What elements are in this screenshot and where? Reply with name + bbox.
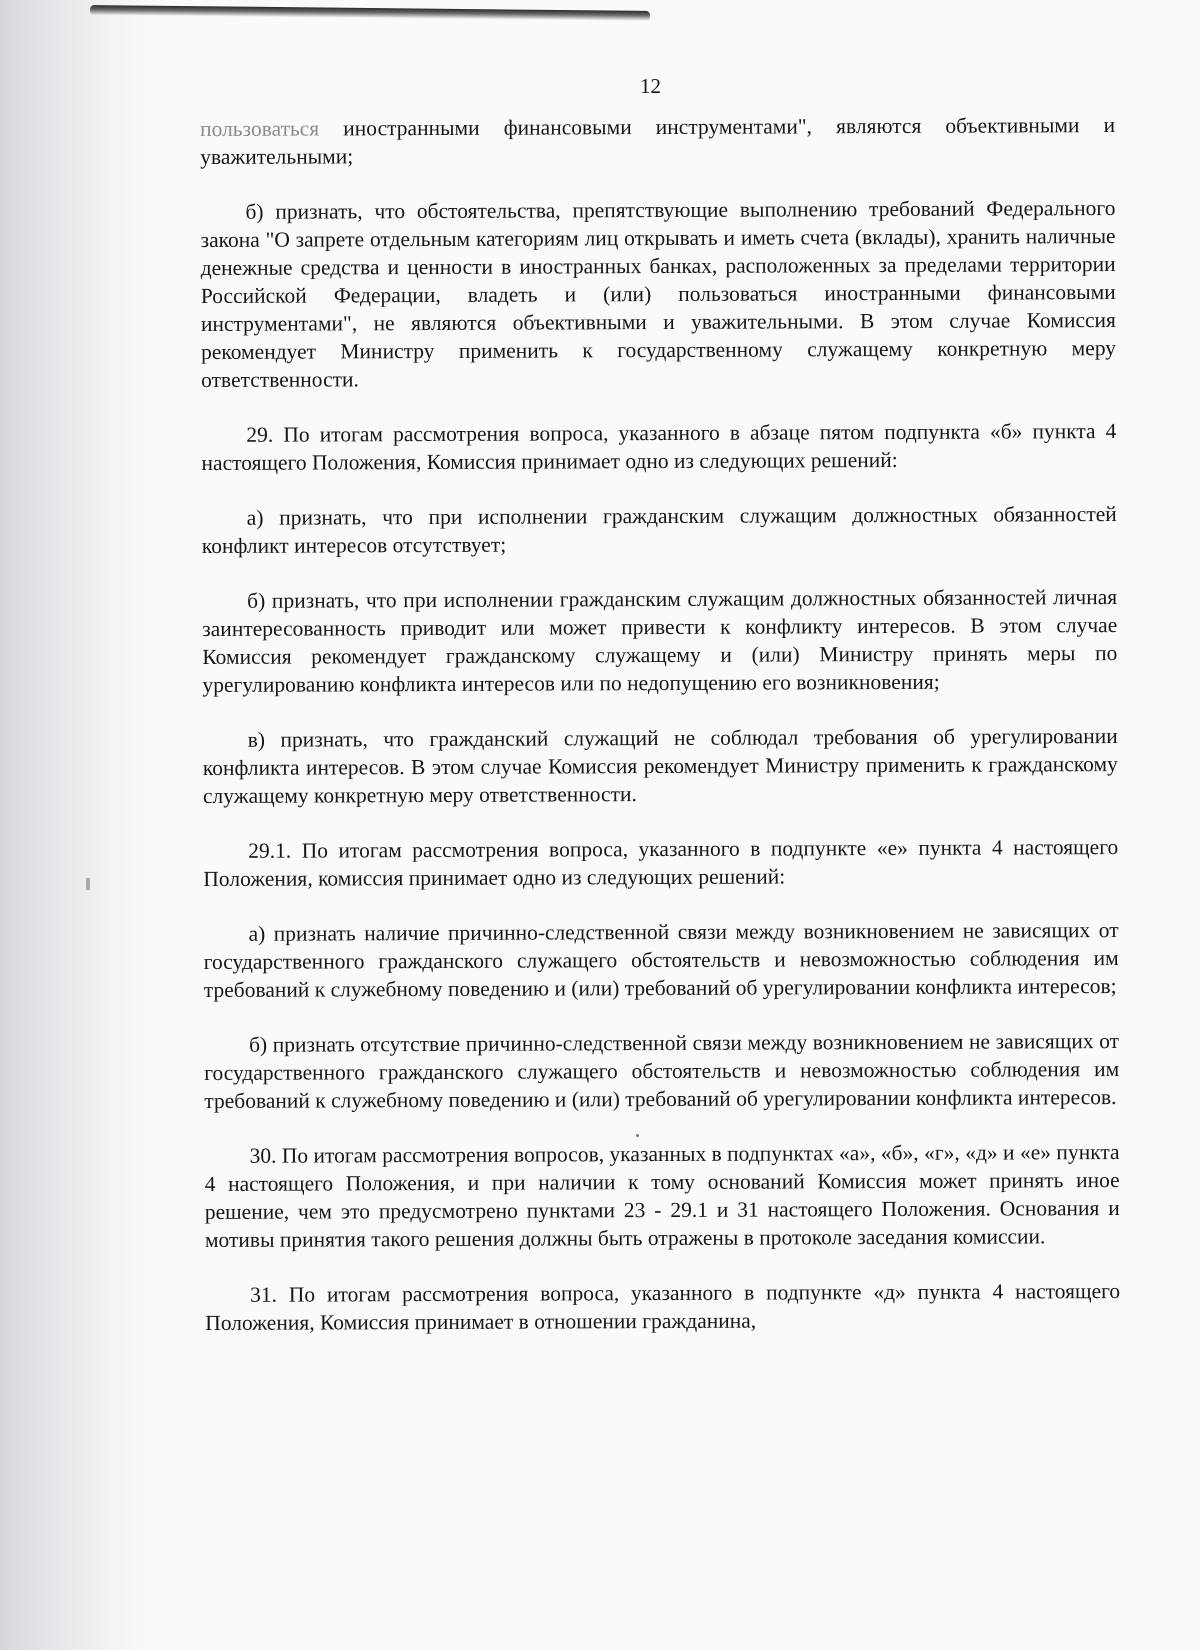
- paragraph-29-1: 29.1. По итогам рассмотрения вопроса, указанного в подпункте «е» пункта 4 настоящего Положения, комиссия принимает одно из следующих решений:: [203, 835, 1119, 891]
- paragraph-29v: в) признать, что гражданский служащий не соблюдал требования об урегулировании конфликта интересов. В этом случае Комиссия рекомендует Министру применить к гражданскому служащему конкретную меру ответственности.: [202, 724, 1118, 808]
- paragraph-30: 30. По итогам рассмотрения вопросов, указанных в подпунктах «а», «б», «г», «д» и «е» пункта 4 настоящего Положения, и при наличии к тому оснований Комиссия может принять иное решение, чем это предусмотрено пунктами 23 - 29.1 и 31 настоящего Положения. Основания и мотивы принятия такого решения должны быть отражены в протоколе заседания комиссии.: [204, 1139, 1120, 1252]
- page-number: 12: [640, 74, 661, 98]
- document-body: [200, 111, 1120, 1364]
- faded-word: пользоваться: [200, 116, 320, 141]
- paragraph-continuation: [200, 111, 1115, 171]
- page-binding-shadow: [0, 0, 150, 1650]
- paragraph-28b: б) признать, что обстоятельства, препятствующие выполнению требований Федерального закона "О запрете отдельным категориям лиц открывать и иметь счета (вклады), хранить наличные денежные средства и ценности в иностранных банках, расположенных за пределами территории Российской Федерации, владеть и (или) пользоваться иностранными финансовыми инструментами", не являются объективными и уважительными. В этом случае Комиссия рекомендует Министру применить к государственному служащему конкретную меру ответственности.: [200, 196, 1117, 392]
- scan-mark: [86, 878, 90, 890]
- paragraph-29a: а) признать, что при исполнении гражданским служащим должностных обязанностей конфликт интересов отсутствует;: [201, 502, 1117, 558]
- page-top-edge-shadow: [90, 5, 650, 21]
- paragraph-text: иностранными финансовыми инструментами", являются объективными и уважительными;: [200, 113, 1116, 169]
- paragraph-31: 31. По итогам рассмотрения вопроса, указанного в подпункте «д» пункта 4 настоящего Положения, Комиссия принимает в отношении гражданина,: [205, 1278, 1121, 1335]
- paragraph-29: 29. По итогам рассмотрения вопроса, указанного в абзаце пятом подпункта «б» пункта 4 настоящего Положения, Комиссия принимает одно из следующих решений:: [201, 419, 1117, 475]
- paragraph-29-1b: б) признать отсутствие причинно-следственной связи между возникновением не зависящих от государственного гражданского служащего обстоятельств и невозможностью соблюдения им требований к служебному поведению и (или) требований об урегулировании конфликта интересов.: [204, 1028, 1120, 1113]
- paragraph-29-1a: а) признать наличие причинно-следственной связи между возникновением не зависящих от государственного гражданского служащего обстоятельств и невозможностью соблюдения им требований к служебному поведению и (или) требований об урегулировании конфликта интересов;: [203, 917, 1119, 1002]
- paragraph-29b: б) признать, что при исполнении гражданским служащим должностных обязанностей личная заинтересованность приводит или может привести к конфликту интересов. В этом случае Комиссия рекомендует гражданскому служащему и (или) Министру принять меры по урегулированию конфликта интересов или по недопущению его возникновения;: [202, 585, 1118, 697]
